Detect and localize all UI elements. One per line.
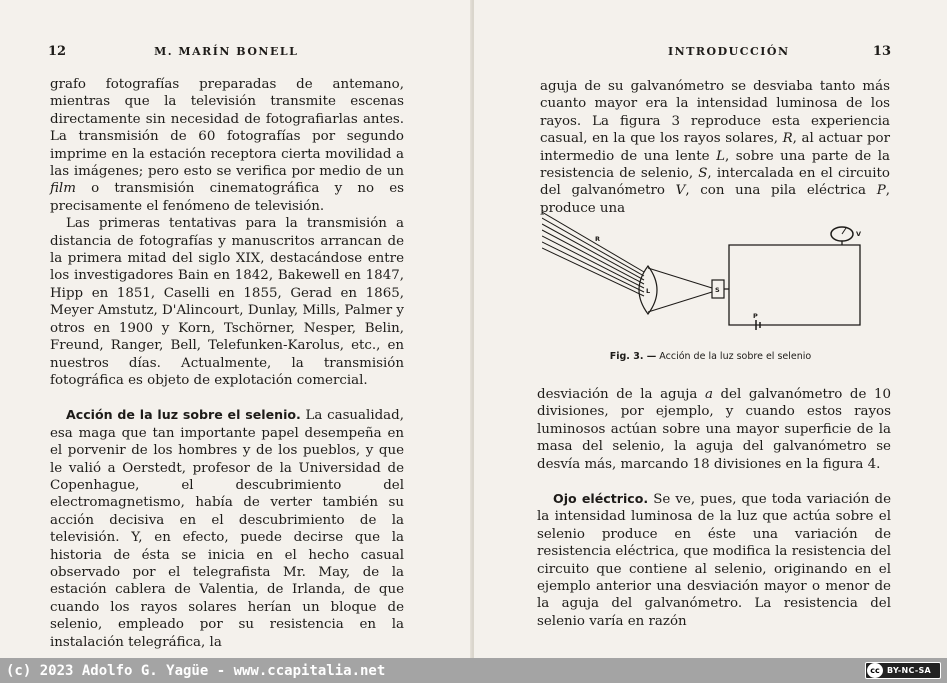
text-run: , produce una <box>540 183 890 216</box>
galvanometer-label: V <box>856 230 862 238</box>
body-paragraph <box>50 215 404 389</box>
section-heading: Acción de la luz sobre el selenio. <box>66 407 301 423</box>
cc-icon: cc <box>867 663 883 678</box>
battery-label: P <box>753 312 758 320</box>
right-page-body-top <box>540 78 890 217</box>
text-run: , sobre una parte de la resistencia de selenio, <box>540 148 890 182</box>
left-page <box>0 0 472 658</box>
galvanometer-needle <box>842 228 846 234</box>
right-page-header <box>668 44 891 60</box>
text-run: P <box>876 183 886 199</box>
right-page-number: 13 <box>872 44 891 59</box>
copyright-credit: (c) 2023 Adolfo G. Yagüe - www.ccapitalia.net <box>6 662 386 679</box>
text-run: La casualidad, esa maga que tan importante papel desempeña en el porvenir de los hombres y de los pueblos, y que le valió a Oerstedt, profesor de la Universidad de Copenhague, el descubrimiento del electromagnetismo, había de verter también su acción decisiva en el descubrimiento de la televisión. Y, en efecto, puede decirse que la historia de ésta se inicia en el hecho casual observado por el telegrafista Mr. May, de la estación cablera de Valentia, de Irlanda, de que cuando los rayos solares herían un bloque de selenio, empleado por su resistencia en la instalación telegráfica, la <box>50 408 404 650</box>
light-ray <box>542 236 644 288</box>
left-page-number: 12 <box>48 44 67 59</box>
left-page-body <box>50 76 404 651</box>
body-paragraph <box>540 78 890 217</box>
left-running-head: M. MARÍN BONELL <box>154 45 299 58</box>
license-label: BY-NC-SA <box>887 666 932 675</box>
right-running-head: INTRODUCCIÓN <box>668 45 790 58</box>
text-run: L <box>716 148 726 164</box>
text-run: desviación de la aguja <box>537 387 705 402</box>
text-run: Se ve, pues, que toda variación de la intensidad luminosa de la luz que actúa sobre el selenio produce en éste una variación de resistencia eléctrica, que modifica la resistencia del circuito que contiene al selenio, originando en el ejemplo anterior una desviación mayor o menor de la aguja del galvanómetro. La resistencia del selenio varía en razón <box>537 492 892 629</box>
section-heading: Ojo eléctrico. <box>553 491 649 507</box>
lens-label: L <box>646 287 651 295</box>
cc-license-badge <box>865 662 941 679</box>
text-run: film <box>50 181 76 197</box>
text-run: o transmisión cinematográfica y no es precisamente el fenómeno de televisión. <box>50 181 404 214</box>
text-run: , con una pila eléctrica <box>685 183 877 199</box>
focused-ray <box>648 292 712 312</box>
text-run: Las primeras tentativas para la transmisión a distancia de fotografías y manuscritos arrancan de la primera mitad del siglo XIX, destacándose entre los investigadores Bain en 1842, Bakewell en 1847, Hipp en 1851, Caselli en 1855, Gerad en 1865, Meyer Amstutz, D'Alincourt, Dunlay, Mills, Palmer y otros en 1900 y Korn, Tschörner, Nesper, Belin, Freund, Ranger, Bell, Telefunken-Karolus, etc., en nuestros días. Actualmente, la transmisión fotográfica es objeto de explotación comercial. <box>50 216 404 388</box>
text-run: V <box>675 183 686 199</box>
focused-ray <box>648 268 712 288</box>
body-paragraph <box>537 490 891 630</box>
section-gap <box>50 389 404 406</box>
left-page-header <box>48 44 405 60</box>
text-run: , intercalada en el circuito del galvanómetro <box>540 166 890 199</box>
body-paragraph <box>50 406 404 651</box>
text-run: aguja de su galvanómetro se desviaba tanto más cuanto mayor era la intensidad luminosa de los rayos. La figura 3 reproduce esta experiencia casual, en la que los rayos solares, <box>540 79 890 147</box>
selenium-label: S <box>715 286 720 294</box>
text-run: , al actuar por intermedio de una lente <box>540 131 890 164</box>
text-run: del galvanómetro de 10 divisiones, por ejemplo, y cuando estos rayos luminosos actúan sobre una mayor superficie de la masa del selenio, la aguja del galvanómetro se desvía más, marcando 18 divisiones en la figura 4. <box>537 387 891 472</box>
text-run: R <box>782 131 793 147</box>
body-paragraph <box>50 76 404 215</box>
circuit-wire <box>724 245 860 325</box>
copyright-footer-bar <box>0 658 947 683</box>
figure-caption-text: Acción de la luz sobre el selenio <box>656 351 812 362</box>
body-paragraph <box>537 386 891 473</box>
right-page <box>474 0 947 658</box>
selenium-circuit-figure <box>542 210 897 340</box>
figure-caption <box>474 351 947 362</box>
right-page-body-bottom <box>537 386 891 630</box>
section-gap <box>537 473 891 490</box>
light-ray <box>542 212 644 272</box>
text-run: grafo fotografías preparadas de antemano, mientras que la televisión transmite escenas directamente sin necesidad de fotografiarlas antes. La transmisión de 60 fotografías por segundo imprime en la estación receptora cierta movilidad a las imágenes; pero esto se verifica por medio de un <box>50 77 404 180</box>
text-run: S <box>698 166 708 182</box>
light-ray <box>542 230 644 284</box>
figure-number: Fig. 3. — <box>609 351 657 362</box>
text-run: a <box>704 387 713 402</box>
rays-label: R <box>595 235 601 243</box>
